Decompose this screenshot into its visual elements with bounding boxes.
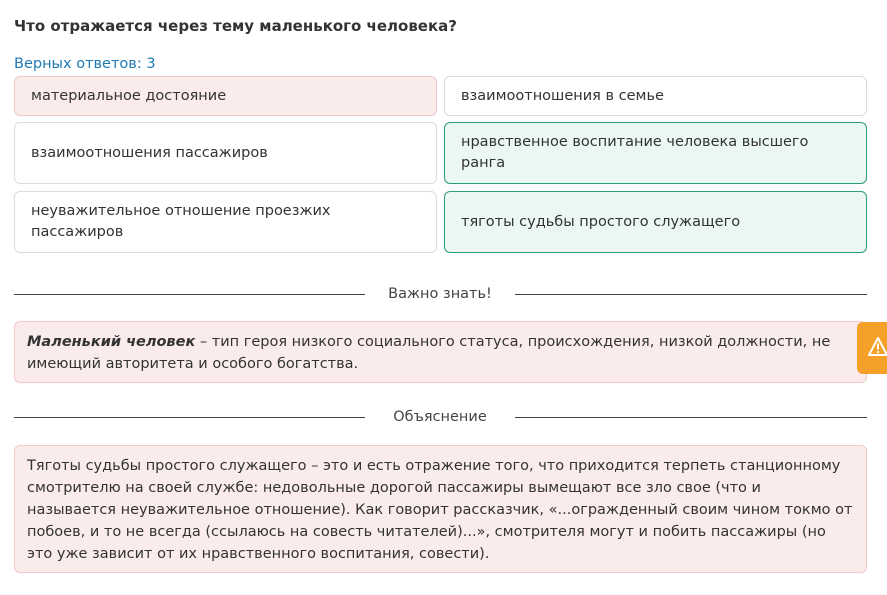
warning-triangle-icon [868,337,887,356]
answer-option[interactable] [14,122,437,184]
divider-line-left [14,417,365,418]
important-term: Маленький человек [27,334,196,350]
answer-option-label: взаимоотношения пассажиров [31,144,268,161]
question-title: Что отражается через тему маленького человека? [14,17,457,35]
explanation-note [14,445,867,573]
answer-option-label: тяготы судьбы простого служащего [461,213,741,230]
warning-tab[interactable] [857,322,887,374]
explanation-divider [14,407,867,427]
divider-line-left [14,294,365,295]
important-note [14,321,867,383]
answer-option[interactable] [14,191,437,253]
divider-line-right [515,417,867,418]
explanation-text: Тяготы судьбы простого служащего – это и есть отражение того, что приходится терпеть станционному смотрителю на своей службе: недовольные дорогой пассажиры вымещают все зло свое (что и называется неуважительное отношение). Как говорит рассказчик, «...огражденный своим чином токмо от побоев, и то не всегда (ссылаюсь на совесть читателей)...», смотрителя могут и побить пассажиры (но это уже зависит от их нравственного воспитания, совести). [27,458,853,562]
answer-option-label: материальное достояние [31,87,227,104]
answer-option-label: взаимоотношения в семье [461,87,664,104]
important-heading: Важно знать! [388,286,492,302]
answer-option[interactable] [444,122,867,184]
divider-line-right [515,294,867,295]
correct-answers-count: Верных ответов: 3 [14,56,156,72]
answer-option[interactable] [444,76,867,116]
answer-option[interactable] [444,191,867,253]
answer-option-label: неуважительное отношение проезжих пассажиров [31,203,331,240]
answer-option[interactable] [14,76,437,116]
important-divider [14,284,867,304]
important-text: – тип героя низкого социального статуса, происхождения, низкой должности, не имеющий авторитета и особого богатства. [27,334,831,372]
answer-option-label: нравственное воспитание человека высшего ранга [461,134,809,171]
explanation-heading: Объяснение [393,409,487,425]
